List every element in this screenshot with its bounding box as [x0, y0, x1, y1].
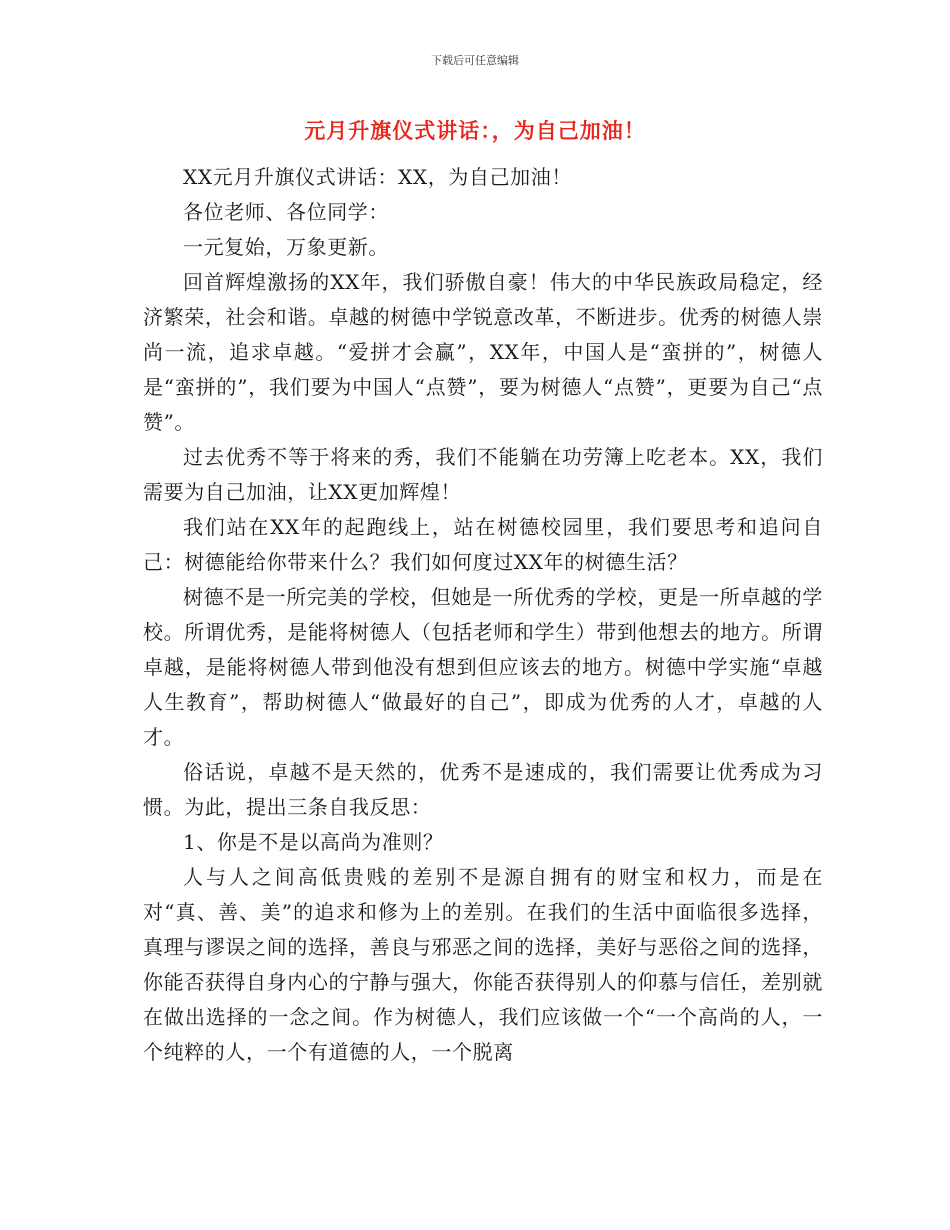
- paragraph: 回首辉煌激扬的XX年，我们骄傲自豪！伟大的中华民族政局稳定，经济繁荣，社会和谐。卓越的树德中学锐意改革，不断进步。优秀的树德人崇尚一流，追求卓越。“爱拼才会赢”，XX年，中国人是“蛮拼的”，树德人是“蛮拼的”，我们要为中国人“点赞”，要为树德人“点赞”，更要为自己“点赞”。: [143, 270, 823, 434]
- paragraph-subtitle: XX元月升旗仪式讲话：XX，为自己加油！: [183, 165, 572, 189]
- paragraph: 过去优秀不等于将来的秀，我们不能躺在功劳簿上吃老本。XX，我们需要为自己加油，让XX更加辉煌！: [143, 445, 823, 504]
- header-note: 下载后可任意编辑: [431, 54, 519, 67]
- document-title: 元月升旗仪式讲话：，为自己加油！: [304, 119, 646, 143]
- paragraph-salutation: 各位老师、各位同学：: [183, 200, 389, 224]
- numbered-heading: 1、你是不是以高尚为准则？: [183, 830, 444, 854]
- paragraph: 我们站在XX年的起跑线上，站在树德校园里，我们要思考和追问自己：树德能给你带来什么？我们如何度过XX年的树德生活？: [143, 515, 823, 574]
- paragraph: 人与人之间高低贵贱的差别不是源自拥有的财宝和权力，而是在对“真、善、美”的追求和修为上的差别。在我们的生活中面临很多选择，真理与谬误之间的选择，善良与邪恶之间的选择，美好与恶俗之间的选择，你能否获得自身内心的宁静与强大，你能否获得别人的仰慕与信任，差别就在做出选择的一念之间。作为树德人，我们应该做一个“一个高尚的人，一个纯粹的人，一个有道德的人，一个脱离: [143, 865, 823, 1064]
- paragraph: 树德不是一所完美的学校，但她是一所优秀的学校，更是一所卓越的学校。所谓优秀，是能将树德人（包括老师和学生）带到他想去的地方。所谓卓越，是能将树德人带到他没有想到但应该去的地方。树德中学实施“卓越人生教育”，帮助树德人“做最好的自己”，即成为优秀的人才，卓越的人才。: [143, 585, 823, 749]
- paragraph-opening: 一元复始，万象更新。: [183, 235, 389, 259]
- document-body: [143, 160, 823, 1070]
- paragraph: 俗话说，卓越不是天然的，优秀不是速成的，我们需要让优秀成为习惯。为此，提出三条自我反思：: [143, 760, 823, 819]
